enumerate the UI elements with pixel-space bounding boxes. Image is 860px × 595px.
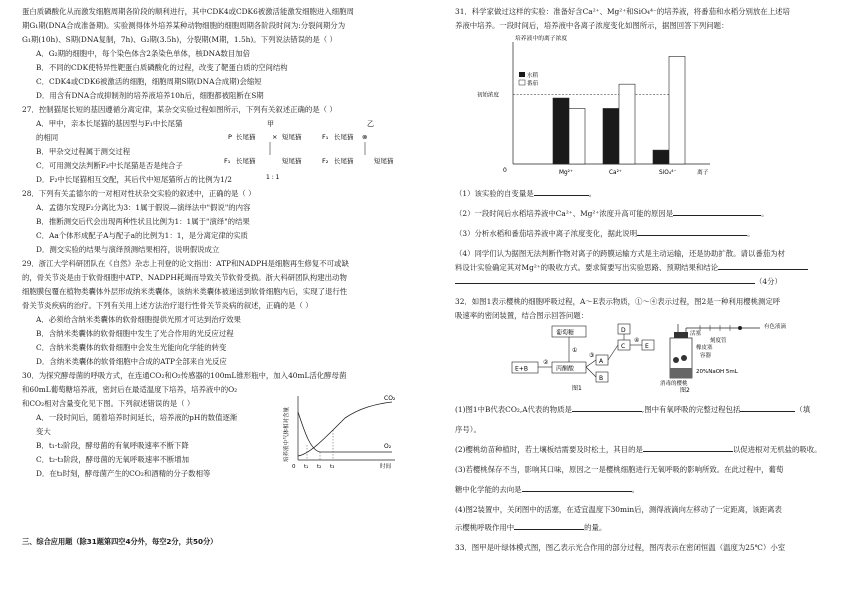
ion-bars — [553, 56, 685, 176]
blank-line — [522, 491, 632, 492]
parent-long: 长尾猫 — [236, 133, 256, 141]
q28-option-b: B．推断测交后代会出现两种性状且比例为1：1属于"演绎"的结果 — [36, 217, 250, 226]
q28-option-d: D．测交实验的结果与演绎预测结果相符，说明假说成立 — [36, 245, 220, 254]
q27-cross-diagram — [222, 117, 407, 187]
legend-swatch-rice — [519, 72, 525, 77]
fig1-caption: 图1 — [572, 385, 582, 392]
cross-sign: × — [272, 133, 278, 141]
bar-tomato-2 — [669, 56, 685, 164]
intro-line: G₁期(10h)、S期(DNA复制，7h)、G₂期(3.5h)，分裂期(M期，1.5h)。下列说法错误的是（ ） — [22, 35, 337, 44]
q32-sub2-text: (2)樱桃幼苗种植时，若土壤板结需要及时松土，其目的是 — [455, 445, 643, 454]
section-title: 三、综合应用题（除31题第四空4分外，每空2分，共50分） — [22, 537, 218, 546]
q31-xlabel: 离子 — [697, 170, 709, 176]
q32-sub1-text: (1)图1中B代表CO₂,A代表的物质是 — [455, 405, 572, 414]
cherry-label: 消毒的樱桃 — [660, 381, 688, 387]
q27-stem: 27．控制猫尾长短的基因遵循分离定律，某杂交实验过程如图所示，下列有关叙述正确的是（ ） — [22, 105, 337, 114]
q32-sub2 — [455, 444, 822, 456]
ink-label: 有色液滴 — [764, 324, 787, 330]
q28-stem: 28．下列有关孟德尔的一对相对性状杂交实验的叙述中，正确的是（ ） — [22, 189, 256, 198]
q30-ylabel: 培养液中气体相对含量 — [284, 406, 290, 462]
q29-stem: 细胞膜包覆在植物类囊体外层形成纳米类囊体，该纳米类囊体被递送到软骨细胞内后，实现了退行性 — [22, 287, 348, 296]
ink-drop — [738, 326, 742, 330]
q32-sub1-cont: 序号）。 — [455, 425, 481, 434]
d-label: D — [621, 327, 626, 334]
q30-option-c: C．t₂-t₃阶段，酵母菌的无氧呼吸速率不断增加 — [36, 455, 190, 464]
f2-short: 短尾猫 — [374, 157, 394, 165]
origin-label: 0 — [292, 464, 296, 470]
q27-option-d: D．F₂中长尾猫相互交配，其后代中短尾猫所占的比例为1/2 — [36, 175, 232, 184]
q32-sub1-text2: ,图中有氧呼吸的完整过程包括 — [641, 405, 741, 414]
q32-sub4-cont — [455, 522, 606, 534]
step-1: ① — [572, 347, 578, 354]
q31-sub3-text: （3）分析水稻和番茄培养液中离子浓度变化，据此说明 — [455, 229, 638, 238]
q32-stem: 吸速率的密闭装置，结合图示回答问题： — [455, 311, 589, 320]
origin-label: 0 — [503, 167, 507, 174]
q30-stem: 和60mL葡萄糖培养液，密封后在最适温度下培养，培养液中的O₂ — [22, 385, 238, 394]
ion-tick-label: Ca²⁺ — [609, 170, 622, 176]
legend-rice: 水稻 — [527, 73, 539, 79]
intro-line: 蛋白质磷酸化从而激发细胞周期各阶段的顺利进行，其中CDK4或CDK6被激活能激发细胞进入细胞周 — [22, 7, 354, 16]
q29-stem: 29．浙江大学科研团队在《自然》杂志上刊登的论文指出：ATP和NADPH是细胞再生修复不可或缺 — [22, 259, 349, 268]
q29-option-b: B．含纳米类囊体的软骨细胞中发生了光合作用的光反应过程 — [36, 329, 234, 338]
q31-score: （4分） — [755, 277, 782, 286]
self-cross: ⊗ — [362, 133, 368, 141]
rubber-plug — [674, 332, 688, 338]
q30-option-a-cont: 变大 — [36, 427, 51, 436]
f1-long-yi: 长尾猫 — [334, 133, 354, 141]
f1-label: F₁ — [224, 157, 231, 165]
scale-label: 刻度管 — [710, 338, 727, 344]
blank-line — [740, 411, 795, 412]
cherry-dot — [681, 355, 687, 361]
initial-level-label: 初始浓度 — [477, 92, 500, 99]
bar-rice-1 — [603, 108, 619, 164]
q31-sub1-text: （1）该实验的自变量是 — [455, 189, 534, 198]
f1-long: 长尾猫 — [236, 157, 256, 165]
q32-figure1 — [510, 322, 660, 392]
blank-line — [718, 269, 808, 270]
q31-sub3: （3）分析水稻和番茄培养液中离子浓度变化，据此说明 。 — [455, 229, 755, 238]
q31-ylabel: 培养液中的离子浓度 — [515, 36, 568, 42]
q30-stem: 30．为探究酵母菌的呼吸方式，在连通CO₂和O₂传感器的100mL锥形瓶中，加入40mL活化酵母菌 — [22, 371, 347, 380]
q32-sub3: (3)若樱桃保存不当，影响其口味，原因之一是樱桃细胞进行无氧呼吸的影响所致。在此过程中，葡萄 — [455, 465, 784, 474]
q29-stem: 的，骨关节炎是由于软骨细胞中ATP、NADPH耗竭而导致关节软骨受损。浙大科研团队构建出动物 — [22, 273, 347, 282]
o2-label: O₂ — [384, 443, 392, 450]
q31-sub2: （2）一段时间后水稻培养液中Ca²⁺、Mg²⁺浓度升高可能的原因是 。 — [455, 209, 769, 218]
naoh-label: 20%NaOH 5mL — [696, 369, 738, 375]
f2-label: F₂ — [322, 157, 329, 165]
q28-option-c: C．Aa个体形成配子A与配子a的比例为1：1，是分离定律的实质 — [36, 231, 248, 240]
e-label: E — [645, 343, 649, 350]
t3-label: t₃ — [330, 464, 335, 470]
q32-sub4: (4)图2装置中，关闭图中的活塞，在适宜温度下30min后，测得液滴向左移动了一定距离，该距离表 — [455, 505, 782, 514]
q32-sub4-text2: 的量。 — [584, 523, 607, 532]
t1-label: t₁ — [304, 464, 309, 470]
q32-sub4-text: 示樱桃呼吸作用中 — [455, 523, 515, 532]
q30-stem: 和CO₂相对含量变化见下图。下列叙述错误的是（ ） — [22, 399, 195, 408]
glucose-label: 葡萄糖 — [556, 329, 575, 337]
q31-sub4-answer — [455, 276, 782, 288]
q32-sub2-text2: 以促进根对无机盐的吸收。 — [732, 445, 822, 454]
bar-rice-0 — [553, 98, 569, 164]
a-label: A — [599, 358, 604, 365]
q31-sub4: （4）同学们认为据图无法判断作物对离子的跨膜运输方式是主动运输，还是协助扩散。请以番茄为材 — [455, 249, 785, 258]
blank-line — [455, 283, 755, 284]
ratio-mark: 1 : 1 — [266, 174, 280, 181]
cross-label-jia: 甲 — [267, 120, 274, 128]
blank-line — [514, 529, 584, 530]
q31-sub2-text: （2）一段时间后水稻培养液中Ca²⁺、Mg²⁺浓度升高可能的原因是 — [455, 209, 674, 218]
blank-line — [673, 215, 761, 216]
q30-option-b: B．t₁-t₂阶段，酵母菌的有氧呼吸速率不断下降 — [36, 441, 189, 450]
q30-option-d: D．在t₃时刻，酵母菌产生的CO₂和酒精的分子数相等 — [36, 469, 211, 478]
q26-option-a: A．G₂期的细胞中，每个染色体含2条染色单体，核DNA数目加倍 — [36, 49, 251, 58]
q27-option-a-cont: 的相同 — [36, 133, 59, 142]
q29-stem: 骨关节炎疾病的治疗。下列有关用上述方法治疗退行性骨关节炎病的叙述，正确的是（ ） — [22, 301, 313, 310]
cherry-dot — [673, 357, 679, 363]
step-2: ② — [543, 359, 549, 366]
arrow — [608, 345, 618, 360]
ion-tick-label: Mg²⁺ — [559, 170, 574, 176]
legend-tomato: 番茄 — [527, 81, 539, 87]
q30-xlabel: 时间 — [380, 464, 392, 470]
f1-label-yi: F₁ — [322, 133, 329, 141]
q29-option-d: D．含纳米类囊体的软骨细胞中合成的ATP全部来自光反应 — [36, 357, 227, 366]
blank-line — [643, 451, 733, 452]
co2-curve — [298, 402, 392, 456]
plug-label: 活塞 — [690, 331, 702, 337]
bar-tomato-1 — [619, 84, 635, 164]
bar-tomato-0 — [569, 108, 585, 164]
q26-option-d: D．用含有DNA合成抑制剂的培养液培养10h后，细胞都被阻断在S期 — [36, 91, 264, 100]
q32-figure2 — [660, 322, 840, 394]
q32-sub1 — [455, 404, 810, 416]
q30-gas-chart — [280, 390, 405, 475]
q32-sub1-text3: （填 — [795, 405, 811, 414]
b-label: B — [599, 375, 604, 382]
pyruvate-label: 丙酮酸 — [556, 365, 575, 373]
naoh-solution — [670, 368, 692, 378]
bar-rice-2 — [653, 150, 669, 164]
q26-option-c: C．CDK4或CDK6被激活的细胞，细胞周期S期(DNA合成期)会缩短 — [36, 77, 262, 86]
cross-label-yi: 乙 — [367, 120, 374, 128]
q32-sub3-cont: 糖中化学能的去向是 。 — [455, 485, 639, 494]
q31-stem: 31．科学家做过这样的实验：准备好含Ca²⁺、Mg²⁺和SiO₄⁴⁻的培养液，将番茄和水稻分别放在上述培 — [455, 7, 790, 16]
q31-stem: 养液中培养。一段时间后，培养液中各离子浓度变化如图所示，据图回答下列问题： — [455, 21, 729, 30]
q31-sub4-cont — [455, 262, 808, 274]
q27-option-b: B．甲杂交过程属于测交过程 — [36, 147, 131, 156]
f2-long: 长尾猫 — [334, 157, 354, 165]
q28-option-a: A．孟德尔发现F₂分离比为3：1属于假说—演绎法中"假说"的内容 — [36, 203, 251, 212]
legend-swatch-tomato — [519, 80, 525, 85]
arrow — [586, 360, 596, 367]
q29-option-c: C．含纳米类囊体的软骨细胞中会发生光能向化学能的转变 — [36, 343, 227, 352]
q26-option-b: B．不同的CDK使特异性靶蛋白质磷酸化的过程，改变了靶蛋白质的空间结构 — [36, 63, 288, 72]
q29-option-a: A．必须给含纳米类囊体的软骨细胞提供光照才可达到治疗效果 — [36, 315, 241, 324]
p-label: P — [228, 133, 232, 141]
fig2-caption: 图2 — [680, 387, 690, 394]
q32-stem: 32．如图1表示樱桃的细胞呼吸过程，A～E表示物质，①～④表示过程，图2是一种利用樱桃测定呼 — [455, 297, 781, 306]
blank-line — [637, 235, 747, 236]
co2-label: CO₂ — [384, 395, 396, 402]
intro-line: 期G₁期(DNA合成准备期)。实验测得体外培养某种动物细胞的细胞周期各阶段时间为:分裂间期分为 — [22, 21, 346, 30]
step-4: ④ — [634, 337, 640, 344]
blank-line — [534, 195, 589, 196]
rubber-label: 橡皮塞 — [696, 345, 713, 351]
q31-sub4-text: 料设计实验确定其对Mg²⁺的吸收方式。要求简要写出实验思路、预期结果和结论 — [455, 263, 719, 272]
q31-sub1: （1）该实验的自变量是 。 — [455, 189, 597, 198]
t2-label: t₂ — [317, 464, 322, 470]
q30-option-a: A．一段时间后，随着培养时间延长，培养液的pH的数值逐渐 — [36, 413, 238, 422]
arrow — [586, 367, 596, 377]
q27-option-c: C．可用测交法判断F₂中长尾猫是否是纯合子 — [36, 161, 183, 170]
container-label: 容器 — [700, 353, 712, 359]
f1-short: 短尾猫 — [282, 157, 302, 165]
ion-tick-label: SiO₄⁴⁻ — [659, 170, 677, 176]
eb-label: E+B — [515, 365, 528, 373]
c-label: C — [621, 343, 626, 350]
q31-ion-chart — [475, 32, 725, 180]
q32-sub3-text: 糖中化学能的去向是 — [455, 485, 522, 494]
step-3: ③ — [589, 352, 595, 359]
q27-option-a: A．甲中，亲本长尾猫的基因型与F₁中长尾猫 — [36, 119, 183, 128]
q33-stem: 33．图甲是叶绿体模式图，图乙表示光合作用的部分过程，图丙表示在密闭恒温（温度为25℃）小室 — [455, 543, 786, 552]
parent-short: 短尾猫 — [282, 133, 302, 141]
blank-line — [572, 411, 642, 412]
